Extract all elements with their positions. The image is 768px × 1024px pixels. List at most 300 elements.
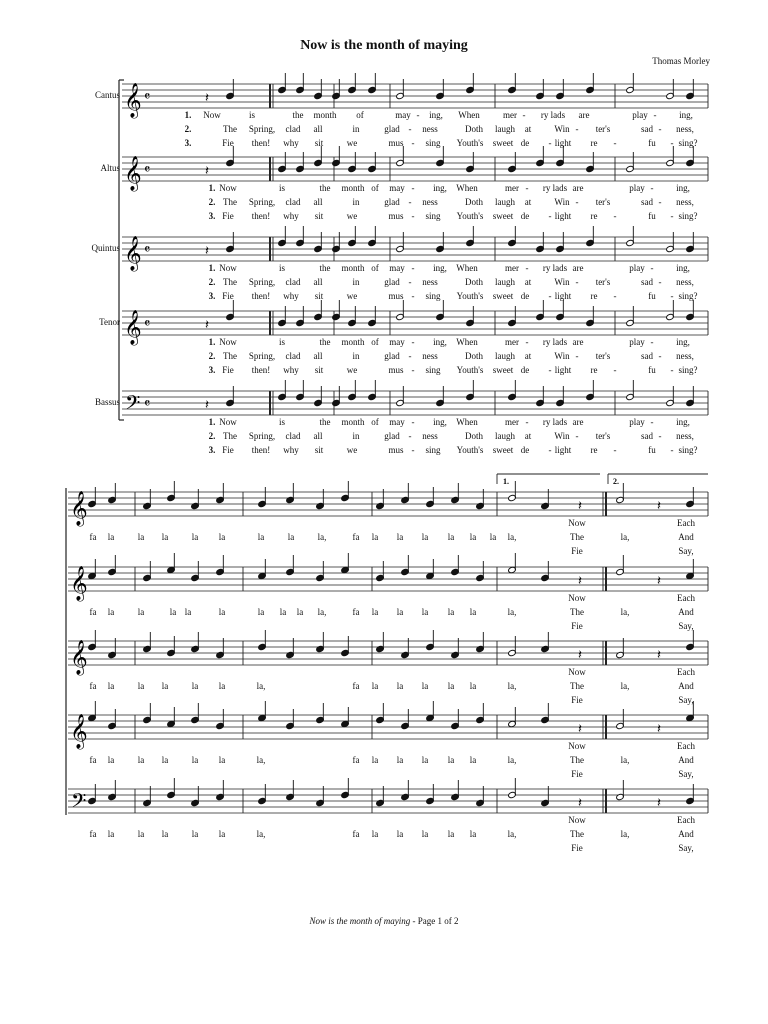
lyric-syllable: then! (251, 365, 271, 375)
verse-number: 1. (208, 417, 216, 427)
lyric-syllable: sweet (492, 138, 514, 148)
fala-syllable: la (447, 755, 455, 765)
quarter-rest-icon: 𝄽 (657, 648, 661, 663)
lyric-syllable: ness (422, 277, 438, 287)
ending-lyric: The (570, 532, 584, 542)
lyric-syllable: re (590, 138, 598, 148)
lyric-syllable: The (223, 197, 237, 207)
lyric-syllable: The (223, 124, 237, 134)
lyric-syllable: - (548, 291, 552, 301)
lyric-syllable: then! (251, 291, 271, 301)
fala-syllable: la (447, 681, 455, 691)
fala-syllable: fa (352, 755, 360, 765)
lyric-syllable: laugh (495, 197, 515, 207)
lyric-syllable: - (670, 445, 674, 455)
lyric-syllable: of (371, 263, 379, 273)
ending-lyric: Fie (571, 843, 583, 853)
lyric-syllable: all (313, 277, 323, 287)
ending-lyric: Each (677, 741, 695, 751)
lyric-syllable: ness (422, 197, 438, 207)
lyric-syllable: - (670, 365, 674, 375)
voice-label-cantus: Cantus (94, 90, 120, 100)
lyric-syllable: sit (314, 291, 324, 301)
lyric-syllable: - (411, 183, 415, 193)
lyric-syllable: - (670, 138, 674, 148)
fala-syllable: la (396, 829, 404, 839)
ending-lyric: la, (620, 532, 630, 542)
lyric-syllable: - (613, 445, 617, 455)
lyric-syllable: Spring, (248, 124, 276, 134)
fala-syllable: la (279, 607, 287, 617)
lyric-syllable: re (590, 445, 598, 455)
fala-syllable: la (371, 829, 379, 839)
lyric-syllable: - (575, 351, 579, 361)
fala-syllable: la (287, 532, 295, 542)
ending-lyric: Say, (678, 843, 694, 853)
lyric-syllable: laugh (495, 124, 515, 134)
lyric-syllable: Now (219, 263, 237, 273)
lyric-syllable: ing, (679, 110, 693, 120)
fala-syllable: la (296, 607, 304, 617)
lyric-syllable: sing (425, 445, 441, 455)
lyric-syllable: sing (425, 365, 441, 375)
lyric-syllable: Spring, (248, 277, 276, 287)
lyric-syllable: sad (641, 351, 653, 361)
lyric-syllable: sad (641, 197, 653, 207)
ending-lyric: Each (677, 815, 695, 825)
page-footer (0, 916, 768, 926)
lyric-syllable: in (352, 197, 360, 207)
verse-number: 3. (184, 138, 192, 148)
lyric-syllable: ness (422, 431, 438, 441)
lyric-syllable: clad (285, 277, 301, 287)
fala-syllable: la (107, 681, 115, 691)
lyric-syllable: Spring, (248, 351, 276, 361)
lyric-syllable: are (572, 263, 584, 273)
lyric-syllable: why (283, 291, 299, 301)
quarter-rest-icon: 𝄽 (657, 722, 661, 737)
fala-syllable: la (447, 829, 455, 839)
fala-syllable: la, (256, 755, 266, 765)
fala-syllable: fa (352, 681, 360, 691)
lyric-syllable: ness (422, 124, 438, 134)
lyric-syllable: fu (648, 138, 656, 148)
lyric-syllable: mus (388, 365, 404, 375)
lyric-syllable: may (389, 417, 405, 427)
lyric-syllable: ness, (676, 351, 694, 361)
lyric-syllable: Youth's (456, 138, 484, 148)
treble-clef-icon: 𝄞 (124, 310, 142, 345)
quarter-rest-icon: 𝄽 (578, 796, 582, 811)
verse-number: 3. (208, 445, 216, 455)
treble-clef-icon: 𝄞 (124, 83, 142, 118)
lyric-syllable: sing? (678, 138, 698, 148)
lyric-syllable: ing, (676, 183, 690, 193)
lyric-syllable: - (658, 277, 662, 287)
voice-label-quintus: Quintus (91, 243, 120, 253)
lyric-syllable: re (590, 291, 598, 301)
verse-number: 2. (208, 351, 216, 361)
lyric-syllable: month (341, 417, 365, 427)
lyric-syllable: play (629, 263, 645, 273)
lyric-syllable: de (520, 138, 530, 148)
lyric-syllable: - (575, 124, 579, 134)
fala-syllable: la, (256, 829, 266, 839)
fala-syllable: la, (507, 532, 517, 542)
fala-syllable: la (161, 755, 169, 765)
lyric-syllable: Doth (465, 124, 483, 134)
lyric-syllable: - (650, 417, 654, 427)
time-signature: 𝄴 (144, 89, 151, 105)
lyric-syllable: - (670, 291, 674, 301)
lyric-syllable: of (371, 417, 379, 427)
ending-lyric: Now (568, 518, 586, 528)
fala-syllable: la (421, 829, 429, 839)
lyric-syllable: is (278, 183, 286, 193)
ending-lyric: la, (620, 681, 630, 691)
lyric-syllable: Fie (222, 211, 234, 221)
footer-page-number: - Page 1 of 2 (412, 916, 459, 926)
lyric-syllable: Win (554, 197, 570, 207)
fala-syllable: la (184, 607, 192, 617)
ending-lyric: And (678, 532, 694, 542)
lyric-syllable: play (629, 417, 645, 427)
fala-syllable: la (421, 532, 429, 542)
fala-syllable: la (396, 532, 404, 542)
lyric-syllable: fu (648, 291, 656, 301)
lyric-syllable: - (548, 138, 552, 148)
ending-lyric: And (678, 607, 694, 617)
lyric-syllable: ry lads (542, 417, 568, 427)
lyric-syllable: - (411, 365, 415, 375)
lyric-syllable: - (613, 138, 617, 148)
quarter-rest-icon: 𝄽 (657, 499, 661, 514)
lyric-syllable: - (613, 211, 617, 221)
lyric-syllable: sing (425, 211, 441, 221)
lyric-syllable: ter's (595, 431, 611, 441)
fala-syllable: la (469, 681, 477, 691)
ending-lyric: la, (620, 755, 630, 765)
treble-clef-icon: 𝄞 (70, 714, 88, 749)
ending-lyric: Say, (678, 769, 694, 779)
lyric-syllable: - (653, 110, 657, 120)
lyric-syllable: why (283, 365, 299, 375)
lyric-syllable: Now (219, 417, 237, 427)
lyric-syllable: Fie (222, 138, 234, 148)
lyric-syllable: Fie (222, 445, 234, 455)
fala-syllable: la, (317, 607, 327, 617)
lyric-syllable: re (590, 365, 598, 375)
lyric-syllable: sit (314, 138, 324, 148)
verse-number: 1. (208, 263, 216, 273)
footer-title: Now is the month of maying (309, 916, 411, 926)
lyric-syllable: ing, (429, 110, 443, 120)
lyric-syllable: de (520, 445, 530, 455)
lyric-syllable: then! (251, 138, 271, 148)
lyric-syllable: ing, (433, 263, 447, 273)
lyric-syllable: at (524, 197, 532, 207)
fala-syllable: la (396, 755, 404, 765)
lyric-syllable: - (408, 431, 412, 441)
lyric-syllable: - (548, 211, 552, 221)
lyric-syllable: sit (314, 365, 324, 375)
verse-number: 1. (184, 110, 192, 120)
lyric-syllable: Doth (465, 431, 483, 441)
lyric-syllable: light (554, 365, 572, 375)
fala-syllable: la (218, 755, 226, 765)
fala-syllable: la (137, 829, 145, 839)
lyric-syllable: the (319, 183, 331, 193)
lyric-syllable: ness (422, 351, 438, 361)
quarter-rest-icon: 𝄽 (657, 574, 661, 589)
ending-lyric: And (678, 681, 694, 691)
lyric-syllable: de (520, 211, 530, 221)
ending-lyric: Each (677, 667, 695, 677)
ending-lyric: la, (620, 607, 630, 617)
lyric-syllable: of (356, 110, 364, 120)
lyric-syllable: is (278, 417, 286, 427)
lyric-syllable: When (456, 263, 478, 273)
fala-syllable: fa (89, 607, 97, 617)
lyric-syllable: - (411, 263, 415, 273)
lyric-syllable: at (524, 351, 532, 361)
fala-syllable: la (257, 607, 265, 617)
lyric-syllable: - (575, 431, 579, 441)
lyric-syllable: - (525, 263, 529, 273)
lyric-syllable: fu (648, 211, 656, 221)
lyric-syllable: may (395, 110, 411, 120)
lyric-syllable: is (278, 263, 286, 273)
voice-label-bassus: Bassus (94, 397, 120, 407)
lyric-syllable: sit (314, 445, 324, 455)
lyric-syllable: clad (285, 197, 301, 207)
fala-syllable: la (137, 532, 145, 542)
lyric-syllable: The (223, 277, 237, 287)
fala-syllable: la (218, 681, 226, 691)
lyric-syllable: ter's (595, 277, 611, 287)
ending-lyric: And (678, 755, 694, 765)
lyric-syllable: in (352, 431, 360, 441)
lyric-syllable: ing, (433, 417, 447, 427)
fala-syllable: la, (507, 607, 517, 617)
lyric-syllable: - (522, 110, 526, 120)
treble-clef-icon: 𝄞 (70, 491, 88, 526)
composer-name: Thomas Morley (652, 56, 710, 66)
lyric-syllable: is (278, 337, 286, 347)
lyric-syllable: at (524, 277, 532, 287)
lyric-syllable: sing (425, 138, 441, 148)
lyric-syllable: - (408, 124, 412, 134)
lyric-syllable: Youth's (456, 365, 484, 375)
fala-syllable: la (107, 829, 115, 839)
fala-syllable: la (191, 829, 199, 839)
ending-lyric: Each (677, 593, 695, 603)
lyric-syllable: mer (505, 183, 519, 193)
lyric-syllable: - (411, 445, 415, 455)
lyric-syllable: are (578, 110, 590, 120)
lyric-syllable: - (658, 197, 662, 207)
fala-syllable: la (421, 681, 429, 691)
lyric-syllable: then! (251, 211, 271, 221)
lyric-syllable: Fie (222, 291, 234, 301)
lyric-syllable: why (283, 138, 299, 148)
lyric-syllable: - (525, 417, 529, 427)
lyric-syllable: Youth's (456, 291, 484, 301)
ending-lyric: Now (568, 741, 586, 751)
lyric-syllable: sad (641, 431, 653, 441)
treble-clef-icon: 𝄞 (70, 566, 88, 601)
lyric-syllable: ness, (676, 431, 694, 441)
treble-clef-icon: 𝄞 (124, 236, 142, 271)
lyric-syllable: sing? (678, 291, 698, 301)
lyric-syllable: in (352, 277, 360, 287)
verse-number: 3. (208, 291, 216, 301)
ending-1-label: 1. (503, 477, 509, 486)
fala-syllable: la (191, 681, 199, 691)
ending-lyric: Say, (678, 695, 694, 705)
fala-syllable: la (161, 532, 169, 542)
voice-label-tenor: Tenor (99, 317, 120, 327)
lyric-syllable: clad (285, 124, 301, 134)
lyric-syllable: mus (388, 445, 404, 455)
lyric-syllable: at (524, 431, 532, 441)
lyric-syllable: - (411, 337, 415, 347)
fala-syllable: la (218, 607, 226, 617)
lyric-syllable: month (341, 263, 365, 273)
ending-lyric: Now (568, 815, 586, 825)
lyric-syllable: are (572, 183, 584, 193)
lyric-syllable: we (346, 365, 358, 375)
fala-syllable: la (421, 607, 429, 617)
lyric-syllable: sad (641, 124, 653, 134)
fala-syllable: la (137, 607, 145, 617)
ending-2-label: 2. (613, 477, 619, 486)
lyric-syllable: light (554, 211, 572, 221)
verse-number: 3. (208, 211, 216, 221)
lyric-syllable: - (416, 110, 420, 120)
lyric-syllable: may (389, 263, 405, 273)
fala-syllable: la (396, 607, 404, 617)
lyric-syllable: may (389, 183, 405, 193)
lyric-syllable: Win (554, 351, 570, 361)
fala-syllable: fa (89, 829, 97, 839)
fala-syllable: la (169, 607, 177, 617)
lyric-syllable: sing? (678, 365, 698, 375)
lyric-syllable: mer (505, 337, 519, 347)
lyric-syllable: - (650, 263, 654, 273)
lyric-syllable: Youth's (456, 211, 484, 221)
fala-syllable: la, (507, 829, 517, 839)
lyric-syllable: Youth's (456, 445, 484, 455)
lyric-syllable: ry lads (542, 337, 568, 347)
lyric-syllable: - (613, 291, 617, 301)
lyric-syllable: - (658, 351, 662, 361)
lyric-syllable: ing, (433, 337, 447, 347)
time-signature: 𝄴 (144, 396, 151, 412)
fala-syllable: fa (89, 532, 97, 542)
lyric-syllable: - (408, 277, 412, 287)
fala-syllable: la (489, 532, 497, 542)
lyric-syllable: - (408, 197, 412, 207)
lyric-syllable: play (629, 183, 645, 193)
lyric-syllable: - (525, 183, 529, 193)
fala-syllable: la (469, 532, 477, 542)
lyric-syllable: Now (219, 183, 237, 193)
lyric-syllable: Now (203, 110, 221, 120)
quarter-rest-icon: 𝄽 (205, 398, 209, 413)
verse-number: 2. (184, 124, 192, 134)
lyric-syllable: clad (285, 431, 301, 441)
lyric-syllable: we (346, 445, 358, 455)
lyric-syllable: why (283, 445, 299, 455)
lyric-syllable: When (456, 417, 478, 427)
lyric-syllable: sweet (492, 445, 514, 455)
lyric-syllable: laugh (495, 431, 515, 441)
lyric-syllable: sit (314, 211, 324, 221)
quarter-rest-icon: 𝄽 (578, 499, 582, 514)
ending-lyric: And (678, 829, 694, 839)
lyric-syllable: Now (219, 337, 237, 347)
lyric-syllable: month (341, 183, 365, 193)
fala-syllable: la (107, 755, 115, 765)
fala-syllable: la, (507, 681, 517, 691)
fala-syllable: fa (89, 681, 97, 691)
treble-clef-icon: 𝄞 (124, 156, 142, 191)
verse-number: 3. (208, 365, 216, 375)
lyric-syllable: are (572, 417, 584, 427)
ending-lyric: The (570, 829, 584, 839)
lyric-syllable: mus (388, 211, 404, 221)
fala-syllable: la (421, 755, 429, 765)
fala-syllable: la (469, 829, 477, 839)
treble-clef-icon: 𝄞 (70, 640, 88, 675)
bass-clef-icon: 𝄢 (71, 789, 87, 817)
lyric-syllable: - (548, 445, 552, 455)
lyric-syllable: - (613, 365, 617, 375)
fala-syllable: fa (89, 755, 97, 765)
lyric-syllable: - (525, 337, 529, 347)
lyric-syllable: glad (384, 124, 400, 134)
fala-syllable: la (137, 681, 145, 691)
lyric-syllable: glad (384, 197, 400, 207)
verse-number: 1. (208, 183, 216, 193)
lyric-syllable: clad (285, 351, 301, 361)
lyric-syllable: When (456, 183, 478, 193)
bass-clef-icon: 𝄢 (125, 391, 141, 419)
ending-lyric: The (570, 607, 584, 617)
lyric-syllable: at (524, 124, 532, 134)
ending-lyric: Fie (571, 695, 583, 705)
ending-lyric: Fie (571, 546, 583, 556)
lyric-syllable: - (670, 211, 674, 221)
fala-syllable: la (161, 681, 169, 691)
lyric-syllable: Spring, (248, 197, 276, 207)
lyric-syllable: laugh (495, 277, 515, 287)
quarter-rest-icon: 𝄽 (205, 164, 209, 179)
lyric-syllable: are (572, 337, 584, 347)
lyric-syllable: light (554, 291, 572, 301)
lyric-syllable: mus (388, 291, 404, 301)
lyric-syllable: - (575, 277, 579, 287)
lyric-syllable: of (371, 337, 379, 347)
lyric-syllable: sad (641, 277, 653, 287)
page-title: Now is the month of maying (300, 38, 468, 53)
fala-syllable: la (447, 607, 455, 617)
fala-syllable: la (218, 829, 226, 839)
lyric-syllable: Win (554, 431, 570, 441)
ending-lyric: Fie (571, 621, 583, 631)
lyric-syllable: ing, (676, 417, 690, 427)
